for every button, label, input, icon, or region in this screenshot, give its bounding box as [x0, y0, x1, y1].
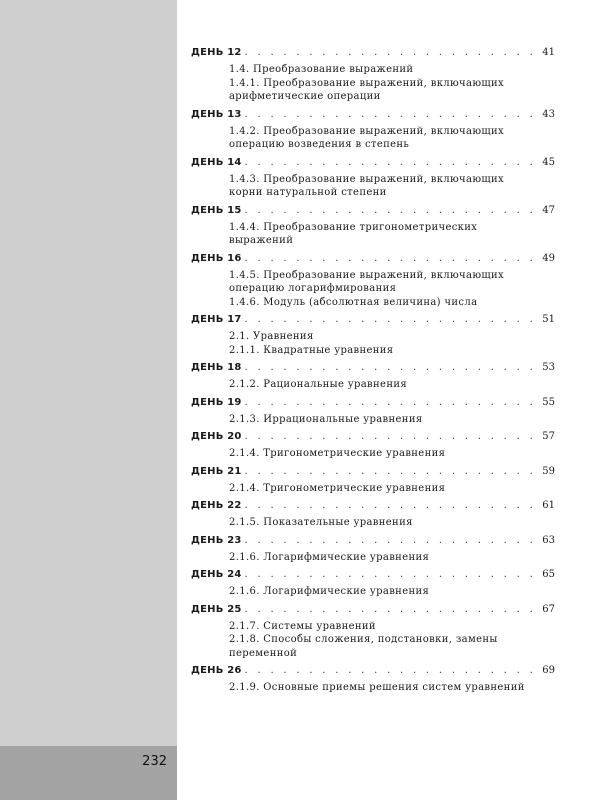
toc-topic: 1.4.3. Преобразование выражений, включающих корни натуральной степени — [229, 173, 505, 198]
toc-topic: 2.1.4. Тригонометрические уравнения — [229, 482, 446, 494]
toc-day-row — [191, 569, 555, 585]
day-label: ДЕНЬ 15 — [191, 204, 242, 216]
toc-day-row — [191, 362, 555, 378]
dot-leader — [245, 253, 540, 264]
day-label: ДЕНЬ 13 — [191, 108, 242, 120]
toc-topic: 2.1.3. Иррациональные уравнения — [229, 413, 423, 425]
dot-leader — [245, 569, 540, 580]
toc-topic: 1.4.5. Преобразование выражений, включающих операцию логарифмирования — [229, 269, 505, 294]
day-page-number: 53 — [542, 362, 555, 373]
day-label: ДЕНЬ 22 — [191, 500, 242, 511]
day-page-number: 61 — [542, 500, 555, 511]
toc-topic: 2.1.8. Способы сложения, подстановки, замены переменной — [229, 634, 498, 659]
toc-topic: 2.1.4. Тригонометрические уравнения — [229, 448, 446, 459]
day-label: ДЕНЬ 19 — [191, 396, 242, 408]
toc-topic: 2.1.1. Квадратные уравнения — [229, 344, 394, 356]
toc-day-row — [191, 604, 555, 620]
dot-leader — [245, 205, 540, 216]
day-label: ДЕНЬ 20 — [191, 431, 242, 442]
page-number: 232 — [142, 754, 167, 769]
toc-topic: 2.1.2. Рациональные уравнения — [229, 379, 408, 390]
dot-leader — [245, 157, 540, 168]
day-page-number: 45 — [542, 156, 555, 168]
table-of-contents — [191, 47, 555, 695]
day-label: ДЕНЬ 16 — [191, 252, 242, 264]
day-page-number: 65 — [542, 569, 555, 580]
dot-leader — [245, 431, 540, 442]
day-label: ДЕНЬ 21 — [191, 465, 242, 477]
day-page-number: 47 — [542, 204, 555, 216]
dot-leader — [245, 47, 540, 58]
toc-topic: 2.1.5. Показательные уравнения — [229, 517, 413, 528]
dot-leader — [245, 109, 540, 120]
day-page-number: 59 — [542, 465, 555, 477]
toc-day-row — [191, 397, 555, 413]
day-page-number: 67 — [542, 603, 555, 615]
day-label: ДЕНЬ 26 — [191, 665, 242, 676]
toc-topic: 2.1.6. Логарифмические уравнения — [229, 551, 430, 563]
toc-day-row — [191, 466, 555, 482]
toc-topic: 1.4.2. Преобразование выражений, включающих операцию возведения в степень — [229, 125, 505, 150]
dot-leader — [245, 397, 540, 408]
toc-day-row — [191, 431, 555, 447]
page-footer-band — [0, 746, 177, 800]
toc-topic: 2.1. Уравнения — [229, 331, 314, 342]
day-page-number: 41 — [542, 47, 555, 58]
day-label: ДЕНЬ 18 — [191, 362, 242, 373]
day-label: ДЕНЬ 12 — [191, 47, 242, 58]
dot-leader — [245, 535, 540, 546]
dot-leader — [245, 362, 540, 373]
day-page-number: 55 — [542, 396, 555, 408]
dot-leader — [245, 604, 540, 615]
toc-day-row — [191, 314, 555, 330]
day-page-number: 69 — [542, 665, 555, 676]
day-page-number: 51 — [542, 314, 555, 325]
page-margin-band — [0, 0, 177, 800]
toc-day-row — [191, 157, 555, 173]
day-page-number: 49 — [542, 252, 555, 264]
toc-topic: 1.4. Преобразование выражений — [229, 64, 414, 75]
dot-leader — [245, 500, 540, 511]
dot-leader — [245, 466, 540, 477]
toc-day-row — [191, 205, 555, 221]
toc-day-row — [191, 109, 555, 125]
dot-leader — [245, 665, 540, 676]
day-label: ДЕНЬ 24 — [191, 569, 242, 580]
day-page-number: 63 — [542, 534, 555, 546]
toc-day-row — [191, 500, 555, 516]
toc-day-row — [191, 47, 555, 63]
toc-day-row — [191, 253, 555, 269]
day-label: ДЕНЬ 14 — [191, 156, 242, 168]
toc-topic: 1.4.6. Модуль (абсолютная величина) числа — [229, 296, 478, 308]
toc-topic: 1.4.1. Преобразование выражений, включающих арифметические операции — [229, 77, 505, 102]
toc-day-row — [191, 535, 555, 551]
day-label: ДЕНЬ 23 — [191, 534, 242, 546]
day-page-number: 57 — [542, 431, 555, 442]
toc-topic: 1.4.4. Преобразование тригонометрических выражений — [229, 221, 478, 246]
day-label: ДЕНЬ 17 — [191, 314, 242, 325]
toc-topic: 2.1.6. Логарифмические уравнения — [229, 586, 430, 597]
toc-day-row — [191, 665, 555, 681]
dot-leader — [245, 314, 540, 325]
toc-topic: 2.1.9. Основные приемы решения систем уравнений — [229, 682, 525, 693]
toc-topic: 2.1.7. Системы уравнений — [229, 620, 376, 632]
day-label: ДЕНЬ 25 — [191, 603, 242, 615]
day-page-number: 43 — [542, 108, 555, 120]
